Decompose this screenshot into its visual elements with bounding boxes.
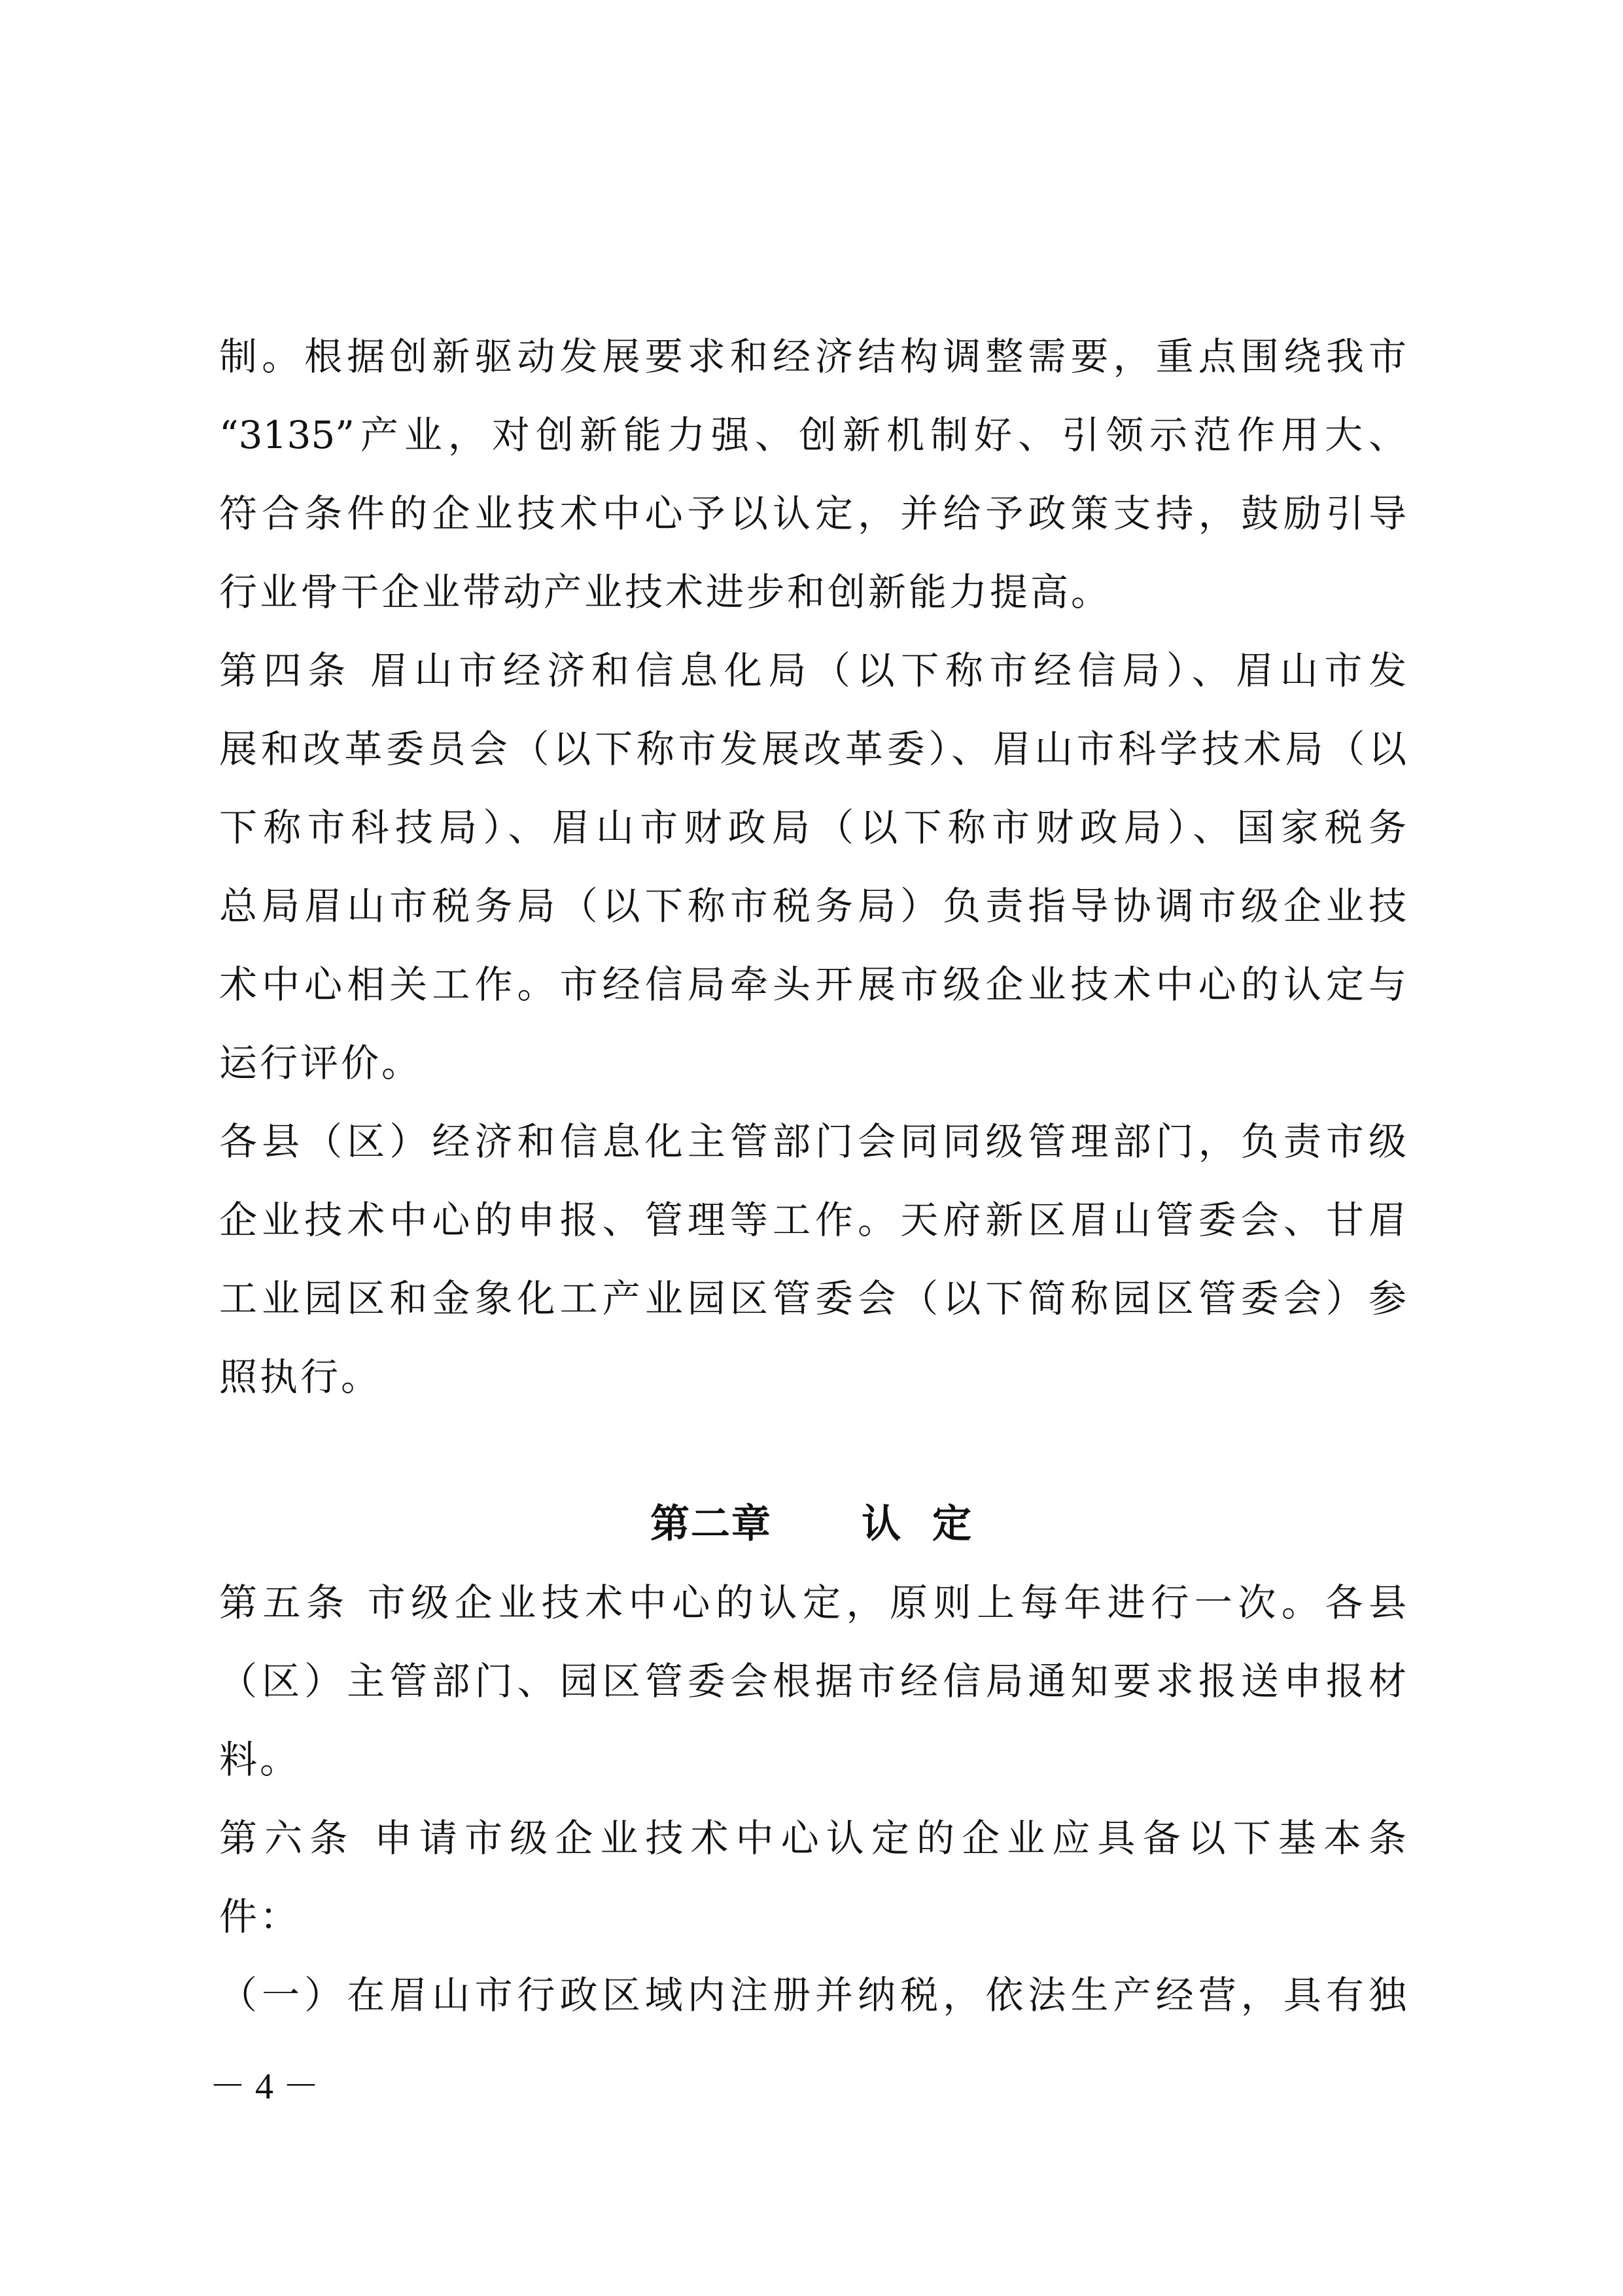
article-6-line: 第六条 申请市级企业技术中心认定的企业应具备以下基本条 [219, 1816, 1406, 1860]
article-4-line: 展和改革委员会（以下称市发展改革委）、眉山市科学技术局（以 [219, 727, 1406, 771]
paragraph-line: 符合条件的企业技术中心予以认定，并给予政策支持，鼓励引导 [219, 491, 1406, 536]
paragraph-line: “3135”产业，对创新能力强、创新机制好、引领示范作用大、 [219, 413, 1406, 457]
county-paragraph-line: 各县（区）经济和信息化主管部门会同同级管理部门，负责市级 [219, 1119, 1406, 1164]
paragraph-line: 制。根据创新驱动发展要求和经济结构调整需要，重点围绕我市 [219, 334, 1406, 379]
article-6-item-line: （一）在眉山市行政区域内注册并纳税，依法生产经营，具有独 [219, 1973, 1406, 2017]
article-4-line: 总局眉山市税务局（以下称市税务局）负责指导协调市级企业技 [219, 884, 1406, 928]
article-5-line: （区）主管部门、园区管委会根据市经信局通知要求报送申报材 [219, 1659, 1406, 1703]
article-4-line: 运行评价。 [219, 1041, 423, 1085]
page-number: － 4 － [209, 2066, 319, 2107]
county-paragraph-line: 企业技术中心的申报、管理等工作。天府新区眉山管委会、甘眉 [219, 1198, 1406, 1242]
chapter-heading: 第二章 认 定 [650, 1501, 973, 1547]
paragraph-line: 行业骨干企业带动产业技术进步和创新能力提高。 [219, 570, 1112, 614]
article-5-line: 料。 [219, 1737, 301, 1782]
county-paragraph-line: 工业园区和金象化工产业园区管委会（以下简称园区管委会）参 [219, 1276, 1406, 1321]
article-4-line: 第四条 眉山市经济和信息化局（以下称市经信局）、眉山市发 [219, 648, 1406, 693]
article-4-line: 术中心相关工作。市经信局牵头开展市级企业技术中心的认定与 [219, 962, 1406, 1007]
article-5-line: 第五条 市级企业技术中心的认定，原则上每年进行一次。各县 [219, 1580, 1406, 1625]
article-6-line: 件： [219, 1894, 301, 1939]
article-4-line: 下称市科技局）、眉山市财政局（以下称市财政局）、国家税务 [219, 805, 1406, 850]
county-paragraph-line: 照执行。 [219, 1355, 382, 1399]
